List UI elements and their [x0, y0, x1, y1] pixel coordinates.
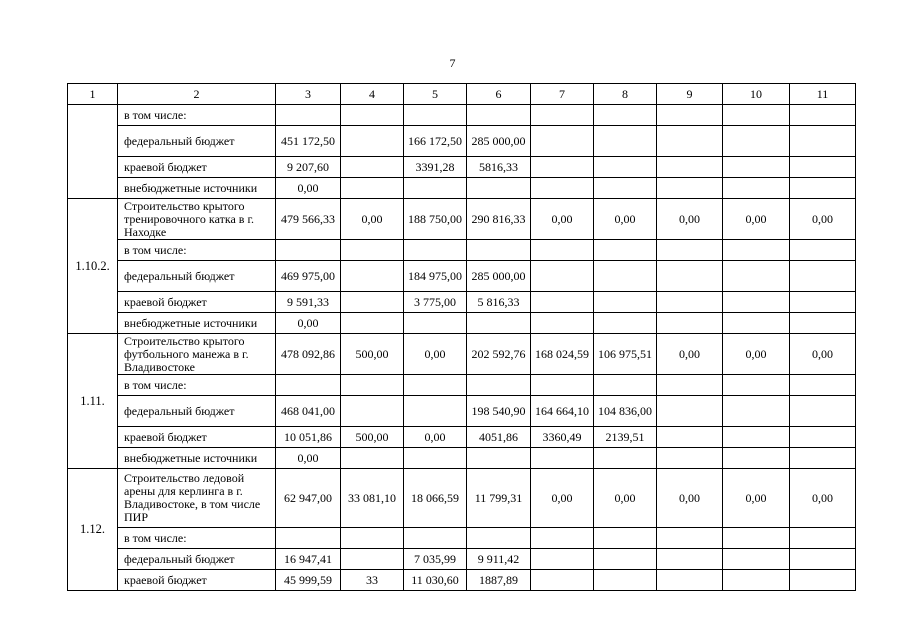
amount-cell: 479 566,33	[276, 199, 341, 240]
table-row	[68, 570, 856, 591]
amount-cell	[594, 375, 657, 396]
amount-cell	[790, 375, 856, 396]
table-row	[68, 528, 856, 549]
table-row	[68, 240, 856, 261]
amount-cell: 0,00	[276, 178, 341, 199]
description-cell: в том числе:	[118, 240, 276, 261]
amount-cell	[790, 570, 856, 591]
description-cell: краевой бюджет	[118, 157, 276, 178]
description-cell: федеральный бюджет	[118, 549, 276, 570]
table-row	[68, 261, 856, 292]
amount-cell: 45 999,59	[276, 570, 341, 591]
amount-cell	[276, 375, 341, 396]
header-cell: 2	[118, 84, 276, 105]
table-row	[68, 157, 856, 178]
amount-cell	[594, 261, 657, 292]
amount-cell	[657, 240, 723, 261]
amount-cell: 9 207,60	[276, 157, 341, 178]
amount-cell: 500,00	[341, 427, 404, 448]
header-cell: 8	[594, 84, 657, 105]
table-body	[68, 84, 856, 591]
description-cell: Строительство крытого футбольного манежа в г. Владивостоке	[118, 334, 276, 375]
amount-cell: 0,00	[276, 313, 341, 334]
amount-cell	[790, 240, 856, 261]
header-cell: 11	[790, 84, 856, 105]
amount-cell	[404, 396, 467, 427]
amount-cell	[341, 396, 404, 427]
description-cell: в том числе:	[118, 105, 276, 126]
description-cell: краевой бюджет	[118, 292, 276, 313]
amount-cell	[790, 313, 856, 334]
amount-cell	[657, 157, 723, 178]
amount-cell	[467, 448, 531, 469]
amount-cell: 7 035,99	[404, 549, 467, 570]
item-code-cell: 1.10.2.	[68, 199, 118, 334]
amount-cell	[723, 427, 790, 448]
amount-cell	[657, 549, 723, 570]
amount-cell	[723, 448, 790, 469]
amount-cell	[723, 157, 790, 178]
amount-cell: 478 092,86	[276, 334, 341, 375]
item-code-cell: 1.12.	[68, 469, 118, 591]
amount-cell	[594, 313, 657, 334]
amount-cell	[531, 292, 594, 313]
amount-cell: 202 592,76	[467, 334, 531, 375]
description-cell: краевой бюджет	[118, 570, 276, 591]
table-row	[68, 178, 856, 199]
amount-cell	[341, 549, 404, 570]
amount-cell	[657, 178, 723, 199]
amount-cell	[657, 292, 723, 313]
amount-cell: 33 081,10	[341, 469, 404, 528]
amount-cell	[404, 105, 467, 126]
amount-cell	[723, 261, 790, 292]
amount-cell: 166 172,50	[404, 126, 467, 157]
table-row	[68, 549, 856, 570]
amount-cell: 290 816,33	[467, 199, 531, 240]
amount-cell	[657, 261, 723, 292]
amount-cell: 468 041,00	[276, 396, 341, 427]
amount-cell: 469 975,00	[276, 261, 341, 292]
description-cell: федеральный бюджет	[118, 261, 276, 292]
amount-cell	[657, 448, 723, 469]
header-cell: 3	[276, 84, 341, 105]
header-cell: 6	[467, 84, 531, 105]
amount-cell	[531, 549, 594, 570]
amount-cell: 3391,28	[404, 157, 467, 178]
amount-cell	[790, 448, 856, 469]
amount-cell: 0,00	[531, 199, 594, 240]
amount-cell	[723, 105, 790, 126]
amount-cell	[531, 261, 594, 292]
amount-cell: 451 172,50	[276, 126, 341, 157]
amount-cell	[594, 292, 657, 313]
amount-cell: 0,00	[723, 469, 790, 528]
amount-cell	[341, 157, 404, 178]
amount-cell	[723, 313, 790, 334]
header-cell: 5	[404, 84, 467, 105]
amount-cell	[341, 105, 404, 126]
amount-cell: 1887,89	[467, 570, 531, 591]
amount-cell	[467, 528, 531, 549]
amount-cell	[723, 240, 790, 261]
amount-cell: 0,00	[790, 199, 856, 240]
budget-table	[67, 83, 856, 591]
amount-cell	[341, 448, 404, 469]
amount-cell: 500,00	[341, 334, 404, 375]
amount-cell: 9 591,33	[276, 292, 341, 313]
description-cell: Строительство ледовой арены для керлинга в г. Владивостоке, в том числе ПИР	[118, 469, 276, 528]
amount-cell	[657, 375, 723, 396]
amount-cell	[404, 448, 467, 469]
page-number: 7	[449, 56, 456, 70]
item-code-cell	[68, 105, 118, 199]
amount-cell	[467, 178, 531, 199]
amount-cell	[531, 528, 594, 549]
description-cell: внебюджетные источники	[118, 448, 276, 469]
amount-cell	[341, 292, 404, 313]
amount-cell: 0,00	[404, 427, 467, 448]
amount-cell: 184 975,00	[404, 261, 467, 292]
amount-cell	[790, 549, 856, 570]
amount-cell	[341, 240, 404, 261]
amount-cell	[531, 375, 594, 396]
amount-cell	[531, 240, 594, 261]
description-cell: федеральный бюджет	[118, 126, 276, 157]
header-cell: 7	[531, 84, 594, 105]
description-cell: Строительство крытого тренировочного катка в г. Находке	[118, 199, 276, 240]
amount-cell: 198 540,90	[467, 396, 531, 427]
table-row	[68, 105, 856, 126]
amount-cell	[723, 396, 790, 427]
amount-cell	[790, 528, 856, 549]
amount-cell: 0,00	[404, 334, 467, 375]
amount-cell	[594, 240, 657, 261]
amount-cell	[341, 313, 404, 334]
amount-cell	[594, 448, 657, 469]
amount-cell	[594, 570, 657, 591]
amount-cell: 3 775,00	[404, 292, 467, 313]
amount-cell	[341, 178, 404, 199]
amount-cell: 11 030,60	[404, 570, 467, 591]
description-cell: внебюджетные источники	[118, 178, 276, 199]
table-row	[68, 313, 856, 334]
amount-cell	[657, 396, 723, 427]
amount-cell	[341, 261, 404, 292]
amount-cell	[790, 396, 856, 427]
amount-cell	[594, 157, 657, 178]
table-row	[68, 375, 856, 396]
amount-cell: 0,00	[657, 199, 723, 240]
amount-cell: 0,00	[657, 334, 723, 375]
amount-cell	[790, 157, 856, 178]
amount-cell	[594, 178, 657, 199]
amount-cell: 10 051,86	[276, 427, 341, 448]
amount-cell	[594, 126, 657, 157]
amount-cell	[790, 126, 856, 157]
amount-cell	[790, 427, 856, 448]
amount-cell: 106 975,51	[594, 334, 657, 375]
amount-cell	[404, 528, 467, 549]
amount-cell	[657, 105, 723, 126]
header-cell: 1	[68, 84, 118, 105]
table-row	[68, 396, 856, 427]
amount-cell	[531, 105, 594, 126]
amount-cell: 0,00	[276, 448, 341, 469]
amount-cell	[404, 240, 467, 261]
amount-cell	[341, 126, 404, 157]
amount-cell	[341, 528, 404, 549]
amount-cell: 0,00	[594, 199, 657, 240]
amount-cell	[594, 105, 657, 126]
amount-cell	[531, 313, 594, 334]
description-cell: в том числе:	[118, 375, 276, 396]
header-cell: 10	[723, 84, 790, 105]
amount-cell	[467, 105, 531, 126]
amount-cell: 0,00	[723, 334, 790, 375]
amount-cell	[790, 261, 856, 292]
description-cell: в том числе:	[118, 528, 276, 549]
amount-cell: 2139,51	[594, 427, 657, 448]
amount-cell: 0,00	[531, 469, 594, 528]
amount-cell	[657, 313, 723, 334]
header-row	[68, 84, 856, 105]
amount-cell: 62 947,00	[276, 469, 341, 528]
amount-cell	[790, 105, 856, 126]
amount-cell: 285 000,00	[467, 126, 531, 157]
table-row	[68, 292, 856, 313]
description-cell: краевой бюджет	[118, 427, 276, 448]
table-row	[68, 427, 856, 448]
amount-cell: 5 816,33	[467, 292, 531, 313]
amount-cell: 188 750,00	[404, 199, 467, 240]
amount-cell: 0,00	[657, 469, 723, 528]
amount-cell	[404, 313, 467, 334]
amount-cell: 9 911,42	[467, 549, 531, 570]
item-code-cell: 1.11.	[68, 334, 118, 469]
amount-cell	[404, 375, 467, 396]
description-cell: федеральный бюджет	[118, 396, 276, 427]
amount-cell	[723, 528, 790, 549]
amount-cell	[404, 178, 467, 199]
header-cell: 4	[341, 84, 404, 105]
amount-cell	[467, 240, 531, 261]
amount-cell	[723, 178, 790, 199]
amount-cell	[657, 570, 723, 591]
table-row	[68, 334, 856, 375]
amount-cell	[657, 126, 723, 157]
amount-cell	[467, 313, 531, 334]
amount-cell	[790, 178, 856, 199]
description-cell: внебюджетные источники	[118, 313, 276, 334]
amount-cell	[467, 375, 531, 396]
amount-cell: 3360,49	[531, 427, 594, 448]
amount-cell	[531, 570, 594, 591]
amount-cell: 0,00	[594, 469, 657, 528]
amount-cell: 16 947,41	[276, 549, 341, 570]
amount-cell	[723, 126, 790, 157]
amount-cell: 0,00	[723, 199, 790, 240]
amount-cell	[531, 126, 594, 157]
header-cell: 9	[657, 84, 723, 105]
amount-cell: 285 000,00	[467, 261, 531, 292]
amount-cell: 0,00	[341, 199, 404, 240]
table-row	[68, 448, 856, 469]
amount-cell	[531, 178, 594, 199]
amount-cell	[723, 549, 790, 570]
amount-cell: 0,00	[790, 334, 856, 375]
amount-cell: 104 836,00	[594, 396, 657, 427]
amount-cell: 18 066,59	[404, 469, 467, 528]
amount-cell: 164 664,10	[531, 396, 594, 427]
amount-cell	[723, 375, 790, 396]
amount-cell	[723, 292, 790, 313]
table-row	[68, 469, 856, 528]
amount-cell	[531, 448, 594, 469]
amount-cell: 168 024,59	[531, 334, 594, 375]
amount-cell: 4051,86	[467, 427, 531, 448]
table-row	[68, 126, 856, 157]
table-row	[68, 199, 856, 240]
amount-cell: 11 799,31	[467, 469, 531, 528]
amount-cell: 0,00	[790, 469, 856, 528]
amount-cell	[657, 427, 723, 448]
amount-cell: 5816,33	[467, 157, 531, 178]
amount-cell	[276, 240, 341, 261]
amount-cell	[341, 375, 404, 396]
amount-cell	[276, 105, 341, 126]
amount-cell: 33	[341, 570, 404, 591]
amount-cell	[276, 528, 341, 549]
amount-cell	[790, 292, 856, 313]
amount-cell	[657, 528, 723, 549]
amount-cell	[723, 570, 790, 591]
amount-cell	[531, 157, 594, 178]
amount-cell	[594, 549, 657, 570]
amount-cell	[594, 528, 657, 549]
